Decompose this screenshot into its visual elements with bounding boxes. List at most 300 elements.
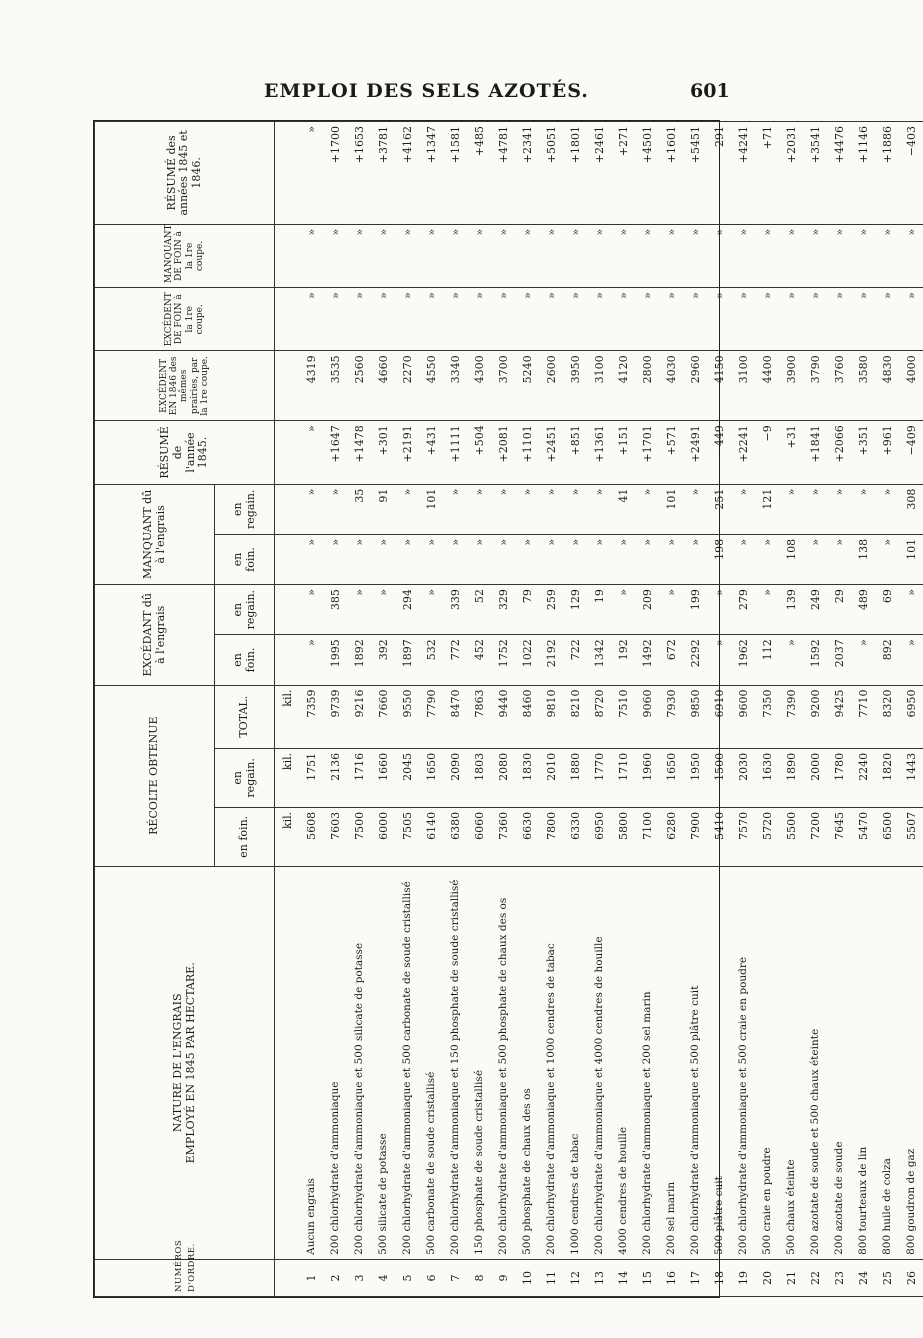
cell-resume: +1361	[587, 421, 611, 484]
cell-total: 7390	[779, 685, 803, 748]
header-man-regain: en regain.	[215, 484, 275, 534]
cell-foin: 5500	[779, 807, 803, 866]
cell-mf: »	[755, 224, 779, 287]
cell-resume: −9	[755, 421, 779, 484]
cell-regain: 1820	[875, 748, 899, 807]
cell-total: 6910	[707, 685, 731, 748]
cell-rt: +2031	[779, 122, 803, 225]
cell-exc-foin: »	[299, 635, 323, 685]
cell-ef: »	[659, 288, 683, 351]
cell-exc-foin: 1962	[731, 635, 755, 685]
cell-n: 4	[371, 1259, 395, 1296]
cell-exc-foin: 1342	[587, 635, 611, 685]
cell-ef: »	[371, 288, 395, 351]
table-frame	[93, 120, 918, 1298]
cell-total: 7510	[611, 685, 635, 748]
cell-resume: +2191	[395, 421, 419, 484]
cell-exc-regain: 129	[563, 585, 587, 635]
cell-ef: »	[563, 288, 587, 351]
cell-foin: 7200	[803, 807, 827, 866]
cell-exc-foin: 1897	[395, 635, 419, 685]
cell-exc-regain: 209	[635, 585, 659, 635]
cell-foin: 6060	[467, 807, 491, 866]
cell-regain: 1660	[371, 748, 395, 807]
cell-nature: 500 chaux éteinte	[779, 866, 803, 1259]
cell-exc-foin: »	[899, 635, 923, 685]
cell-ef: »	[707, 288, 731, 351]
cell-nature: 800 goudron de gaz	[899, 866, 923, 1259]
cell-regain: 1650	[659, 748, 683, 807]
cell-resume: +351	[851, 421, 875, 484]
cell-man-regain: 101	[659, 484, 683, 534]
cell-regain: 1890	[779, 748, 803, 807]
rotated-table	[94, 121, 918, 1297]
cell-exc-regain: »	[755, 585, 779, 635]
cell-n: 23	[827, 1259, 851, 1296]
table-row	[347, 122, 371, 1297]
cell-regain: 1830	[515, 748, 539, 807]
cell-total: 9440	[491, 685, 515, 748]
cell-mf: »	[875, 224, 899, 287]
table-row	[755, 122, 779, 1297]
cell-exc-foin: 1892	[347, 635, 371, 685]
cell-n: 9	[491, 1259, 515, 1296]
cell-resume: »	[299, 421, 323, 484]
header-numero: NUMÉROS D'ORDRE.	[95, 1259, 275, 1296]
cell-rt: +1146	[851, 122, 875, 225]
cell-resume: −409	[899, 421, 923, 484]
cell-n: 11	[539, 1259, 563, 1296]
cell-rt: +4241	[731, 122, 755, 225]
cell-exc-foin: 1492	[635, 635, 659, 685]
cell-nature: 200 chlorhydrate d'ammoniaque et 500 plâtre cuit	[683, 866, 707, 1259]
cell-e1846: 4000	[899, 351, 923, 421]
cell-exc-regain: »	[371, 585, 395, 635]
cell-regain: 1443	[899, 748, 923, 807]
cell-man-foin: »	[635, 534, 659, 584]
cell-nature: 4000 cendres de houille	[611, 866, 635, 1259]
cell-ef: »	[755, 288, 779, 351]
cell-n: 10	[515, 1259, 539, 1296]
cell-resume: +1111	[443, 421, 467, 484]
cell-exc-foin: 452	[467, 635, 491, 685]
cell-resume: −449	[707, 421, 731, 484]
cell-exc-regain: 139	[779, 585, 803, 635]
table-row	[707, 122, 731, 1297]
cell-nature: 200 chlorhydrate d'ammoniaque et 500 craie en poudre	[731, 866, 755, 1259]
cell-ef: »	[875, 288, 899, 351]
cell-exc-foin: 532	[419, 635, 443, 685]
cell-n: 19	[731, 1259, 755, 1296]
cell-mf: »	[299, 224, 323, 287]
cell-resume: +1101	[515, 421, 539, 484]
cell-resume: +1647	[323, 421, 347, 484]
table-row	[635, 122, 659, 1297]
cell-rt: +4501	[635, 122, 659, 225]
cell-exc-foin: 112	[755, 635, 779, 685]
cell-man-regain: »	[563, 484, 587, 534]
cell-regain: 1650	[419, 748, 443, 807]
cell-man-foin: »	[803, 534, 827, 584]
cell-e1846: 3580	[851, 351, 875, 421]
cell-total: 9739	[323, 685, 347, 748]
cell-man-foin: »	[443, 534, 467, 584]
cell-foin: 7570	[731, 807, 755, 866]
table-row	[395, 122, 419, 1297]
cell-e1846: 4300	[467, 351, 491, 421]
cell-foin: 7360	[491, 807, 515, 866]
cell-foin: 7645	[827, 807, 851, 866]
cell-ef: »	[827, 288, 851, 351]
cell-man-regain: »	[779, 484, 803, 534]
cell-e1846: 4120	[611, 351, 635, 421]
cell-exc-foin: 192	[611, 635, 635, 685]
header-excedent-1846: EXCÉDENT EN 1846 des mêmes prairies, par la 1re coupe.	[95, 351, 275, 421]
cell-exc-regain: 329	[491, 585, 515, 635]
cell-exc-foin: 1592	[803, 635, 827, 685]
table-row	[851, 122, 875, 1297]
cell-man-regain: 101	[419, 484, 443, 534]
cell-n: 24	[851, 1259, 875, 1296]
cell-mf: »	[611, 224, 635, 287]
cell-rt: +3541	[803, 122, 827, 225]
cell-rt: −291	[707, 122, 731, 225]
cell-resume: +2081	[491, 421, 515, 484]
cell-man-regain: »	[851, 484, 875, 534]
cell-foin: 7505	[395, 807, 419, 866]
cell-rt: +1700	[323, 122, 347, 225]
cell-regain: 2240	[851, 748, 875, 807]
cell-man-foin: »	[371, 534, 395, 584]
cell-e1846: 2800	[635, 351, 659, 421]
cell-rt: +5451	[683, 122, 707, 225]
cell-exc-regain: 19	[587, 585, 611, 635]
cell-foin: 7500	[347, 807, 371, 866]
cell-exc-regain: »	[611, 585, 635, 635]
cell-man-foin: »	[659, 534, 683, 584]
cell-man-foin: »	[539, 534, 563, 584]
cell-foin: 7900	[683, 807, 707, 866]
cell-rt: +1347	[419, 122, 443, 225]
cell-regain: 2090	[443, 748, 467, 807]
cell-e1846: 3100	[587, 351, 611, 421]
table-row	[779, 122, 803, 1297]
cell-regain: 2136	[323, 748, 347, 807]
cell-regain: 1780	[827, 748, 851, 807]
cell-resume: +2491	[683, 421, 707, 484]
cell-nature: 200 chlorhydrate d'ammoniaque et 150 phosphate de soude cristallisé	[443, 866, 467, 1259]
cell-regain: 1710	[611, 748, 635, 807]
cell-e1846: 4660	[371, 351, 395, 421]
cell-ef: »	[299, 288, 323, 351]
cell-nature: 500 silicate de potasse	[371, 866, 395, 1259]
cell-nature: 150 phosphate de soude cristallisé	[467, 866, 491, 1259]
cell-resume: +571	[659, 421, 683, 484]
cell-e1846: 4830	[875, 351, 899, 421]
cell-man-regain: 91	[371, 484, 395, 534]
header-resume-total: RÉSUMÉ des années 1845 et 1846.	[95, 122, 275, 225]
cell-rt: +271	[611, 122, 635, 225]
cell-rt: −403	[899, 122, 923, 225]
unit-row: kil. kil. kil.	[275, 122, 300, 1297]
cell-man-foin: 101	[899, 534, 923, 584]
cell-nature: 200 chlorhydrate d'ammoniaque et 1000 cendres de tabac	[539, 866, 563, 1259]
cell-total: 9060	[635, 685, 659, 748]
cell-n: 25	[875, 1259, 899, 1296]
table-row	[587, 122, 611, 1297]
cell-man-regain: »	[587, 484, 611, 534]
cell-total: 8320	[875, 685, 899, 748]
cell-man-regain: »	[539, 484, 563, 534]
cell-exc-foin: 892	[875, 635, 899, 685]
cell-regain: 1716	[347, 748, 371, 807]
cell-resume: +504	[467, 421, 491, 484]
page-title: EMPLOI DES SELS AZOTÉS.	[264, 80, 589, 102]
cell-man-foin: »	[731, 534, 755, 584]
cell-nature: 200 chlorhydrate d'ammoniaque et 200 sel marin	[635, 866, 659, 1259]
cell-exc-foin: 2292	[683, 635, 707, 685]
cell-mf: »	[467, 224, 491, 287]
cell-n: 15	[635, 1259, 659, 1296]
header-resume-1845: RÉSUMÉ de l'année 1845.	[95, 421, 275, 484]
cell-exc-regain: »	[899, 585, 923, 635]
cell-mf: »	[803, 224, 827, 287]
cell-e1846: 3760	[827, 351, 851, 421]
cell-n: 21	[779, 1259, 803, 1296]
cell-foin: 6140	[419, 807, 443, 866]
cell-man-foin: »	[491, 534, 515, 584]
cell-foin: 5410	[707, 807, 731, 866]
cell-resume: +851	[563, 421, 587, 484]
header-total: TOTAL.	[215, 685, 275, 748]
cell-exc-regain: 79	[515, 585, 539, 635]
cell-nature: 200 chlorhydrate d'ammoniaque et 500 silicate de potasse	[347, 866, 371, 1259]
cell-man-regain: »	[443, 484, 467, 534]
header-excedent-foin: EXCÉDENT DE FOIN à la 1re coupe.	[95, 288, 275, 351]
cell-mf: »	[323, 224, 347, 287]
cell-regain: 1500	[707, 748, 731, 807]
cell-total: 7863	[467, 685, 491, 748]
cell-mf: »	[827, 224, 851, 287]
cell-rt: +1601	[659, 122, 683, 225]
cell-n: 1	[299, 1259, 323, 1296]
cell-nature: 500 carbonate de soude cristallisé	[419, 866, 443, 1259]
cell-man-regain: »	[803, 484, 827, 534]
cell-rt: »	[299, 122, 323, 225]
table-row	[875, 122, 899, 1297]
table-row	[731, 122, 755, 1297]
cell-n: 20	[755, 1259, 779, 1296]
cell-total: 7660	[371, 685, 395, 748]
table-row	[611, 122, 635, 1297]
cell-ef: »	[491, 288, 515, 351]
cell-foin: 7800	[539, 807, 563, 866]
cell-man-foin: »	[611, 534, 635, 584]
cell-foin: 5507	[899, 807, 923, 866]
header-foin: en foin.	[215, 807, 275, 866]
cell-exc-foin: 722	[563, 635, 587, 685]
cell-man-regain: »	[395, 484, 419, 534]
cell-nature: 1000 cendres de tabac	[563, 866, 587, 1259]
header-exc-regain: en regain.	[215, 585, 275, 635]
cell-exc-foin: 1752	[491, 635, 515, 685]
cell-e1846: 3900	[779, 351, 803, 421]
table-row	[803, 122, 827, 1297]
cell-e1846: 3100	[731, 351, 755, 421]
cell-rt: +1581	[443, 122, 467, 225]
cell-total: 7359	[299, 685, 323, 748]
cell-rt: +1801	[563, 122, 587, 225]
cell-rt: +2461	[587, 122, 611, 225]
cell-foin: 6380	[443, 807, 467, 866]
cell-mf: »	[707, 224, 731, 287]
cell-nature: 200 azotate de soude et 500 chaux éteinte	[803, 866, 827, 1259]
cell-mf: »	[899, 224, 923, 287]
cell-ef: »	[683, 288, 707, 351]
cell-mf: »	[491, 224, 515, 287]
cell-resume: +1701	[635, 421, 659, 484]
cell-mf: »	[731, 224, 755, 287]
cell-e1846: 2600	[539, 351, 563, 421]
cell-regain: 1770	[587, 748, 611, 807]
cell-ef: »	[419, 288, 443, 351]
cell-total: 9216	[347, 685, 371, 748]
cell-man-regain: »	[515, 484, 539, 534]
cell-man-foin: »	[299, 534, 323, 584]
cell-e1846: 4319	[299, 351, 323, 421]
table-row	[467, 122, 491, 1297]
cell-resume: +1841	[803, 421, 827, 484]
cell-man-foin: 138	[851, 534, 875, 584]
cell-exc-foin: 2037	[827, 635, 851, 685]
cell-rt: +485	[467, 122, 491, 225]
cell-exc-regain: 29	[827, 585, 851, 635]
cell-exc-regain: 249	[803, 585, 827, 635]
table-row	[299, 122, 323, 1297]
cell-man-regain: 308	[899, 484, 923, 534]
cell-e1846: 3535	[323, 351, 347, 421]
cell-n: 7	[443, 1259, 467, 1296]
cell-nature: 800 huile de colza	[875, 866, 899, 1259]
cell-nature: Aucun engrais	[299, 866, 323, 1259]
cell-e1846: 4550	[419, 351, 443, 421]
cell-rt: +2341	[515, 122, 539, 225]
cell-e1846: 2960	[683, 351, 707, 421]
cell-exc-foin: 672	[659, 635, 683, 685]
table-row	[515, 122, 539, 1297]
cell-resume: +301	[371, 421, 395, 484]
cell-ef: »	[635, 288, 659, 351]
cell-regain: 1803	[467, 748, 491, 807]
cell-exc-regain: 489	[851, 585, 875, 635]
cell-exc-regain: 279	[731, 585, 755, 635]
cell-man-foin: 198	[707, 534, 731, 584]
cell-man-foin: »	[683, 534, 707, 584]
cell-n: 2	[323, 1259, 347, 1296]
cell-total: 7930	[659, 685, 683, 748]
cell-exc-regain: »	[707, 585, 731, 635]
cell-foin: 5800	[611, 807, 635, 866]
cell-man-foin: »	[875, 534, 899, 584]
cell-man-foin: »	[347, 534, 371, 584]
cell-n: 18	[707, 1259, 731, 1296]
cell-mf: »	[347, 224, 371, 287]
cell-n: 22	[803, 1259, 827, 1296]
cell-regain: 2030	[731, 748, 755, 807]
cell-exc-regain: 52	[467, 585, 491, 635]
cell-rt: +1886	[875, 122, 899, 225]
cell-nature: 200 chlorhydrate d'ammoniaque	[323, 866, 347, 1259]
cell-exc-foin: 392	[371, 635, 395, 685]
table-row	[899, 122, 923, 1297]
cell-nature: 200 chlorhydrate d'ammoniaque et 500 carbonate de soude cristallisé	[395, 866, 419, 1259]
table-row	[491, 122, 515, 1297]
cell-resume: +2451	[539, 421, 563, 484]
cell-ef: »	[779, 288, 803, 351]
header-manquant-foin: MANQUANT DE FOIN à la 1re coupe.	[95, 224, 275, 287]
cell-ef: »	[851, 288, 875, 351]
cell-man-regain: »	[323, 484, 347, 534]
cell-total: 7350	[755, 685, 779, 748]
cell-exc-regain: 385	[323, 585, 347, 635]
cell-regain: 1751	[299, 748, 323, 807]
cell-man-foin: »	[419, 534, 443, 584]
cell-man-regain: »	[491, 484, 515, 534]
table-row	[563, 122, 587, 1297]
cell-resume: +431	[419, 421, 443, 484]
cell-foin: 7100	[635, 807, 659, 866]
cell-regain: 1950	[683, 748, 707, 807]
cell-man-foin: »	[587, 534, 611, 584]
cell-nature: 200 sel marin	[659, 866, 683, 1259]
table-row	[443, 122, 467, 1297]
cell-exc-foin: 1995	[323, 635, 347, 685]
cell-rt: +3781	[371, 122, 395, 225]
header-nature: NATURE DE L'ENGRAIS EMPLOYÉ EN 1845 PAR HECTARE.	[95, 866, 275, 1259]
cell-exc-foin: »	[851, 635, 875, 685]
header-recolte: RÉCOLTE OBTENUE	[95, 685, 215, 866]
cell-man-regain: »	[731, 484, 755, 534]
cell-e1846: 3790	[803, 351, 827, 421]
cell-e1846: 4030	[659, 351, 683, 421]
cell-exc-foin: 1022	[515, 635, 539, 685]
cell-mf: »	[395, 224, 419, 287]
cell-nature: 500 plâtre cuit	[707, 866, 731, 1259]
cell-n: 6	[419, 1259, 443, 1296]
cell-rt: +5051	[539, 122, 563, 225]
cell-e1846: 3950	[563, 351, 587, 421]
cell-resume: +31	[779, 421, 803, 484]
cell-total: 9600	[731, 685, 755, 748]
cell-mf: »	[587, 224, 611, 287]
cell-resume: +2241	[731, 421, 755, 484]
cell-regain: 1880	[563, 748, 587, 807]
cell-man-foin: »	[467, 534, 491, 584]
cell-man-regain: »	[875, 484, 899, 534]
cell-total: 9550	[395, 685, 419, 748]
cell-mf: »	[851, 224, 875, 287]
cell-rt: +4476	[827, 122, 851, 225]
cell-e1846: 4400	[755, 351, 779, 421]
cell-ef: »	[347, 288, 371, 351]
cell-mf: »	[515, 224, 539, 287]
header-excedant: EXCÉDANT dû à l'engrais	[95, 585, 215, 685]
cell-man-foin: »	[323, 534, 347, 584]
cell-exc-regain: 294	[395, 585, 419, 635]
cell-total: 7710	[851, 685, 875, 748]
cell-e1846: 2560	[347, 351, 371, 421]
cell-exc-foin: »	[779, 635, 803, 685]
